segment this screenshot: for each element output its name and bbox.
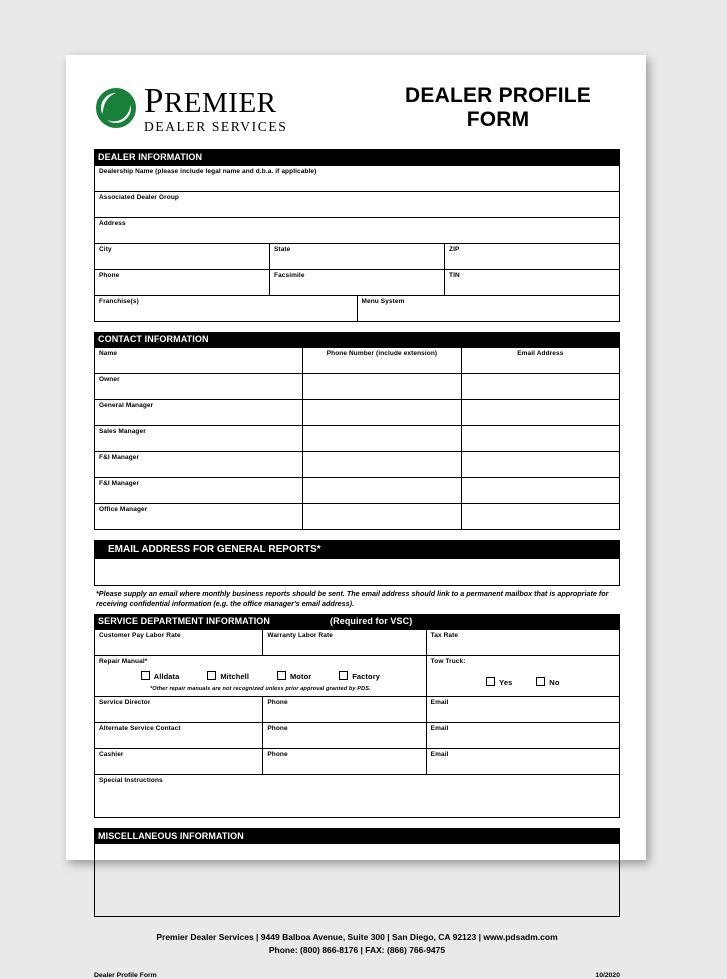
checkbox-icon[interactable]	[339, 671, 348, 680]
field-service-director-phone[interactable]: Phone	[263, 697, 426, 723]
table-row	[95, 295, 620, 321]
checkbox-alldata-label: Alldata	[153, 672, 180, 682]
field-facsimile[interactable]: Facsimile	[270, 269, 445, 295]
cell-general-manager-phone[interactable]	[303, 400, 461, 426]
field-dealership-name[interactable]: Dealership Name (please include legal name and d.b.a. if applicable)	[95, 165, 620, 191]
column-header-email: Email Address	[461, 348, 619, 374]
cell-sales-manager-email[interactable]	[461, 426, 619, 452]
checkbox-icon[interactable]	[536, 677, 545, 686]
service-department-band-title: SERVICE DEPARTMENT INFORMATION	[98, 616, 271, 627]
section-header-dealer-information: DEALER INFORMATION	[94, 149, 620, 165]
table-row	[95, 630, 620, 656]
table-row	[95, 217, 620, 243]
field-customer-pay-labor-rate[interactable]: Customer Pay Labor Rate	[95, 630, 263, 656]
page-title: DEALER PROFILE FORM	[405, 84, 591, 131]
repair-manual-options	[99, 671, 422, 681]
field-city[interactable]: City	[95, 243, 270, 269]
field-tax-rate[interactable]: Tax Rate	[426, 630, 619, 656]
checkbox-tow-no-label: No	[549, 678, 560, 688]
field-cashier-email[interactable]: Email	[426, 749, 619, 775]
checkbox-mitchell-label: Mitchell	[220, 672, 250, 682]
field-cashier[interactable]: Cashier	[95, 749, 263, 775]
checkbox-tow-yes[interactable]	[486, 677, 512, 687]
field-tin[interactable]: TIN	[445, 269, 620, 295]
checkbox-factory-label: Factory	[352, 672, 380, 682]
field-franchises[interactable]: Franchise(s)	[95, 295, 358, 321]
field-alternate-service-contact[interactable]: Alternate Service Contact	[95, 723, 263, 749]
field-alternate-service-contact-email[interactable]: Email	[426, 723, 619, 749]
field-alternate-service-contact-phone[interactable]: Phone	[263, 723, 426, 749]
dealer-information-table	[94, 165, 620, 322]
row-label-owner[interactable]: Owner	[95, 374, 303, 400]
column-header-name: Name	[95, 348, 303, 374]
cell-general-manager-email[interactable]	[461, 400, 619, 426]
field-associated-dealer-group[interactable]: Associated Dealer Group	[95, 191, 620, 217]
section-header-contact-information: CONTACT INFORMATION	[94, 332, 620, 348]
table-row	[95, 749, 620, 775]
section-header-email-reports: EMAIL ADDRESS FOR GENERAL REPORTS*	[94, 540, 620, 559]
repair-manual-label: Repair Manual*	[99, 658, 148, 666]
table-row	[95, 723, 620, 749]
field-service-director-email[interactable]: Email	[426, 697, 619, 723]
row-label-general-manager[interactable]: General Manager	[95, 400, 303, 426]
tow-truck-label: Tow Truck:	[430, 658, 466, 666]
logo-sub-text: DEALER SERVICES	[144, 118, 288, 134]
email-reports-note: *Please supply an email where monthly business reports should be sent. The email address should link to a permanent mailbox that is appropriate for receiving confidential information (e.g. the office manager's email address).	[96, 589, 609, 609]
repair-manual-note: *Other repair manuals are not recognized unless prior approval granted by PDS.	[149, 686, 371, 693]
checkbox-alldata[interactable]	[141, 671, 180, 681]
table-row	[95, 504, 620, 530]
cell-fi-manager-2-email[interactable]	[461, 478, 619, 504]
section-header-service-department	[94, 614, 620, 630]
company-logo	[94, 80, 386, 134]
field-miscellaneous-information[interactable]	[94, 844, 620, 917]
field-phone[interactable]: Phone	[95, 269, 270, 295]
checkbox-motor-label: Motor	[289, 672, 312, 682]
table-header-row	[95, 348, 620, 374]
field-menu-system[interactable]: Menu System	[357, 295, 620, 321]
row-label-office-manager[interactable]: Office Manager	[95, 504, 303, 530]
field-zip[interactable]: ZIP	[445, 243, 620, 269]
checkbox-factory[interactable]	[339, 671, 380, 681]
footer-address	[94, 931, 620, 958]
row-label-fi-manager-1[interactable]: F&I Manager	[95, 452, 303, 478]
logo-brand-text: PREMIER	[144, 80, 277, 120]
row-label-fi-manager-2[interactable]: F&I Manager	[95, 478, 303, 504]
cell-fi-manager-1-email[interactable]	[461, 452, 619, 478]
table-row	[95, 191, 620, 217]
footer-doc-name: Dealer Profile Form	[94, 972, 157, 979]
table-row	[95, 165, 620, 191]
checkbox-tow-yes-label: Yes	[499, 678, 513, 688]
checkbox-tow-no[interactable]	[536, 677, 559, 687]
cell-owner-phone[interactable]	[303, 374, 461, 400]
footer-revision: 10/2020	[595, 972, 620, 979]
cell-office-manager-phone[interactable]	[303, 504, 461, 530]
document-header	[94, 77, 620, 139]
footer-meta	[94, 972, 620, 979]
service-department-table	[94, 629, 620, 818]
table-row	[95, 656, 620, 697]
table-row	[95, 478, 620, 504]
repair-manual-group	[95, 656, 427, 697]
checkbox-icon[interactable]	[277, 671, 286, 680]
tow-truck-group	[426, 656, 619, 697]
checkbox-icon[interactable]	[141, 671, 150, 680]
table-row	[95, 452, 620, 478]
field-service-director[interactable]: Service Director	[95, 697, 263, 723]
premier-leaf-icon	[94, 86, 138, 130]
checkbox-mitchell[interactable]	[207, 671, 249, 681]
cell-fi-manager-1-phone[interactable]	[303, 452, 461, 478]
field-general-reports-email[interactable]	[94, 559, 620, 586]
service-department-band-note: (Required for VSC)	[330, 616, 413, 627]
tow-truck-options	[431, 665, 615, 687]
table-row	[95, 426, 620, 452]
field-warranty-labor-rate[interactable]: Warranty Labor Rate	[263, 630, 426, 656]
row-label-sales-manager[interactable]: Sales Manager	[95, 426, 303, 452]
column-header-phone: Phone Number (include extension)	[303, 348, 461, 374]
cell-sales-manager-phone[interactable]	[303, 426, 461, 452]
table-row	[95, 697, 620, 723]
document-sheet	[66, 55, 646, 979]
table-row	[95, 775, 620, 818]
table-row	[95, 374, 620, 400]
contact-information-table	[94, 347, 620, 530]
table-row	[95, 269, 620, 295]
checkbox-icon[interactable]	[486, 677, 495, 686]
checkbox-motor[interactable]	[277, 671, 311, 681]
table-row	[95, 243, 620, 269]
cell-office-manager-email[interactable]	[461, 504, 619, 530]
cell-owner-email[interactable]	[461, 374, 619, 400]
field-state[interactable]: State	[270, 243, 445, 269]
footer-line-1: Premier Dealer Services | 9449 Balboa Avenue, Suite 300 | San Diego, CA 92123 | www.pdsadm.com	[156, 931, 558, 942]
cell-fi-manager-2-phone[interactable]	[303, 478, 461, 504]
section-header-miscellaneous: MISCELLANEOUS INFORMATION	[94, 828, 620, 844]
field-address[interactable]: Address	[95, 217, 620, 243]
table-row	[95, 400, 620, 426]
field-cashier-phone[interactable]: Phone	[263, 749, 426, 775]
footer-line-2: Phone: (800) 866-8176 | FAX: (866) 766-9475	[268, 945, 446, 956]
field-special-instructions[interactable]: Special Instructions	[95, 775, 620, 818]
checkbox-icon[interactable]	[207, 671, 216, 680]
